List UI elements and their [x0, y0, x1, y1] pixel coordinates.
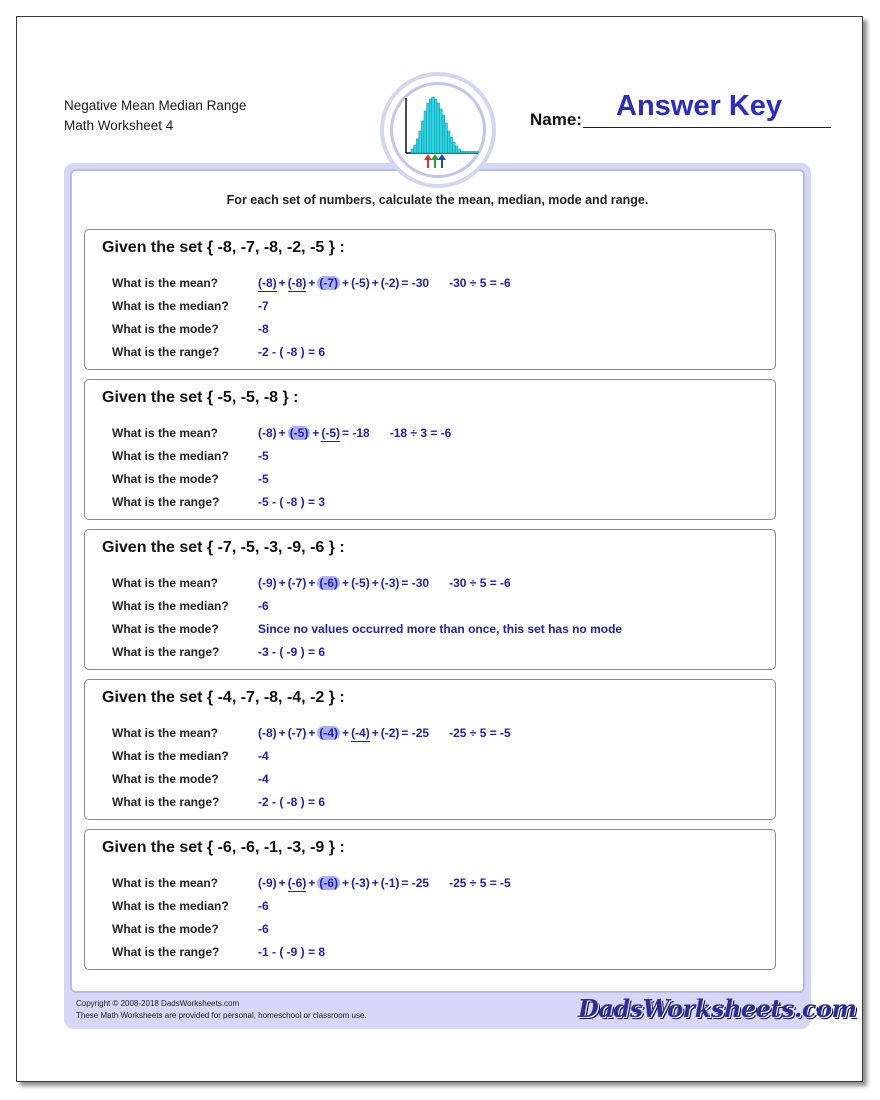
- histogram-bar: [458, 149, 461, 153]
- mean-answer: [258, 276, 511, 292]
- plus-sign: +: [342, 876, 350, 890]
- mean-answer: [258, 426, 451, 442]
- histogram-bar: [466, 152, 469, 154]
- median-question: What is the median?: [112, 449, 229, 463]
- plus-sign: +: [278, 876, 286, 890]
- plus-sign: +: [342, 576, 350, 590]
- title-line-1: Negative Mean Median Range: [64, 98, 247, 113]
- histogram-bar: [437, 103, 440, 153]
- median-question: What is the median?: [112, 899, 229, 913]
- histogram-logo: [380, 72, 496, 188]
- mean-term: (-2): [380, 726, 400, 740]
- mean-question: What is the mean?: [112, 876, 219, 890]
- mean-sum: = -30: [401, 276, 430, 290]
- range-answer: -2 - ( -8 ) = 6: [258, 795, 326, 809]
- mean-term: (-6): [319, 576, 339, 590]
- mean-term: (-8): [258, 426, 277, 440]
- mean-term: (-8): [258, 726, 277, 740]
- problem-box: [84, 379, 776, 520]
- mean-term: (-5): [351, 276, 370, 290]
- histogram-bar: [416, 139, 419, 153]
- mean-sum: = -25: [401, 726, 430, 740]
- histogram-bar: [432, 97, 435, 153]
- mean-term: (-8): [258, 276, 277, 290]
- problem-box: [84, 529, 776, 670]
- median-answer: -5: [258, 449, 269, 463]
- mean-sum: = -18: [342, 426, 370, 440]
- problem-box: [84, 829, 776, 970]
- mode-answer: -8: [258, 322, 269, 336]
- footer-copyright-block: [76, 998, 367, 1022]
- plus-sign: +: [371, 576, 379, 590]
- mean-question: What is the mean?: [112, 726, 219, 740]
- mean-division: -30 ÷ 5 = -6: [449, 576, 511, 590]
- mode-question: What is the mode?: [112, 772, 219, 786]
- problem-title: Given the set { -5, -5, -8 } :: [102, 389, 299, 406]
- histogram-bar: [473, 152, 476, 154]
- copyright-text: Copyright © 2008-2018 DadsWorksheets.com: [76, 999, 240, 1008]
- range-question: What is the range?: [112, 795, 220, 809]
- plus-sign: +: [342, 276, 350, 290]
- histogram-bar: [455, 146, 458, 153]
- mean-term: (-6): [287, 876, 307, 890]
- mean-division: -30 ÷ 5 = -6: [449, 276, 511, 290]
- name-label: Name:: [530, 110, 582, 129]
- instructions: For each set of numbers, calculate the mean, median, mode and range.: [226, 193, 649, 207]
- mode-question: What is the mode?: [112, 472, 219, 486]
- mean-term: (-3): [351, 876, 370, 890]
- plus-sign: +: [312, 426, 320, 440]
- histogram-bar: [471, 152, 474, 154]
- worksheet-title: [64, 96, 246, 136]
- plus-sign: +: [371, 726, 379, 740]
- histogram-bar: [442, 115, 445, 153]
- mean-division: -18 ÷ 3 = -6: [389, 426, 452, 440]
- range-question: What is the range?: [112, 345, 220, 359]
- histogram-bar: [414, 145, 417, 153]
- mean-term: (-9): [258, 876, 277, 890]
- histogram-bar: [476, 152, 479, 154]
- mean-term: (-4): [351, 726, 370, 740]
- mean-term: (-3): [380, 576, 400, 590]
- plus-sign: +: [308, 876, 316, 890]
- histogram-bar: [421, 121, 424, 153]
- answer-key-text: Answer Key: [616, 90, 783, 122]
- histogram-bar: [447, 131, 450, 153]
- plus-sign: +: [278, 276, 286, 290]
- mean-term: (-7): [319, 276, 339, 290]
- median-answer: -7: [258, 299, 269, 313]
- plus-sign: +: [278, 576, 286, 590]
- mean-term: (-4): [319, 726, 339, 740]
- mean-answer: [258, 726, 511, 742]
- histogram-bar: [445, 123, 448, 153]
- mean-sum: = -30: [401, 576, 430, 590]
- mean-answer: [258, 576, 511, 590]
- range-answer: -5 - ( -8 ) = 3: [258, 495, 326, 509]
- mean-term: (-8): [287, 276, 307, 290]
- mean-term: (-5): [321, 426, 341, 440]
- median-answer: -6: [258, 599, 269, 613]
- problem-title: Given the set { -6, -6, -1, -3, -9 } :: [102, 839, 345, 856]
- name-line: [583, 127, 831, 128]
- histogram-bar: [450, 137, 453, 153]
- histogram-bar: [419, 131, 422, 153]
- range-question: What is the range?: [112, 495, 220, 509]
- mean-term: (-5): [289, 426, 309, 440]
- plus-sign: +: [308, 576, 316, 590]
- plus-sign: +: [371, 876, 379, 890]
- plus-sign: +: [308, 276, 316, 290]
- title-line-2: Math Worksheet 4: [64, 118, 174, 133]
- mode-answer: Since no values occurred more than once, this set has no mode: [258, 622, 623, 636]
- problem-box: [84, 679, 776, 820]
- dadsworksheets-logo: DadsWorksheets.com: [578, 994, 857, 1023]
- mean-term: (-7): [287, 576, 307, 590]
- median-answer: -4: [258, 749, 269, 763]
- histogram-bar: [453, 142, 456, 153]
- range-answer: -1 - ( -9 ) = 8: [258, 945, 326, 959]
- median-question: What is the median?: [112, 599, 229, 613]
- mode-question: What is the mode?: [112, 322, 219, 336]
- mean-question: What is the mean?: [112, 276, 219, 290]
- mode-answer: -4: [258, 772, 269, 786]
- mode-answer: -6: [258, 922, 269, 936]
- plus-sign: +: [342, 726, 350, 740]
- plus-sign: +: [278, 426, 286, 440]
- histogram-bar: [468, 152, 471, 154]
- histogram-bar: [434, 99, 437, 153]
- usage-text: These Math Worksheets are provided for personal, homeschool or classroom use.: [76, 1011, 367, 1020]
- problem-title: Given the set { -7, -5, -3, -9, -6 } :: [102, 539, 345, 556]
- plus-sign: +: [371, 276, 379, 290]
- mean-term: (-1): [380, 876, 400, 890]
- problem-box: [84, 229, 776, 370]
- mode-question: What is the mode?: [112, 922, 219, 936]
- mean-term: (-5): [351, 576, 370, 590]
- problem-title: Given the set { -8, -7, -8, -2, -5 } :: [102, 239, 345, 256]
- histogram-bar: [411, 149, 414, 153]
- histogram-icon: [384, 76, 492, 184]
- median-question: What is the median?: [112, 299, 229, 313]
- histogram-bar: [460, 151, 463, 153]
- median-question: What is the median?: [112, 749, 229, 763]
- problem-title: Given the set { -4, -7, -8, -4, -2 } :: [102, 689, 345, 706]
- range-answer: -2 - ( -8 ) = 6: [258, 345, 326, 359]
- mode-answer: -5: [258, 472, 269, 486]
- mean-question: What is the mean?: [112, 576, 219, 590]
- histogram-bar: [427, 103, 430, 153]
- plus-sign: +: [278, 726, 286, 740]
- mean-division: -25 ÷ 5 = -5: [449, 876, 511, 890]
- mean-sum: = -25: [401, 876, 430, 890]
- mean-term: (-2): [380, 276, 400, 290]
- mean-term: (-9): [258, 576, 277, 590]
- range-question: What is the range?: [112, 945, 220, 959]
- mean-question: What is the mean?: [112, 426, 219, 440]
- histogram-bar: [424, 111, 427, 153]
- median-answer: -6: [258, 899, 269, 913]
- range-answer: -3 - ( -9 ) = 6: [258, 645, 326, 659]
- histogram-bar: [429, 99, 432, 153]
- histogram-bar: [463, 152, 466, 154]
- mode-question: What is the mode?: [112, 622, 219, 636]
- mean-division: -25 ÷ 5 = -5: [449, 726, 511, 740]
- histogram-bar: [440, 109, 443, 153]
- mean-term: (-7): [287, 726, 307, 740]
- mean-answer: [258, 876, 511, 892]
- range-question: What is the range?: [112, 645, 220, 659]
- mean-term: (-6): [319, 876, 339, 890]
- plus-sign: +: [308, 726, 316, 740]
